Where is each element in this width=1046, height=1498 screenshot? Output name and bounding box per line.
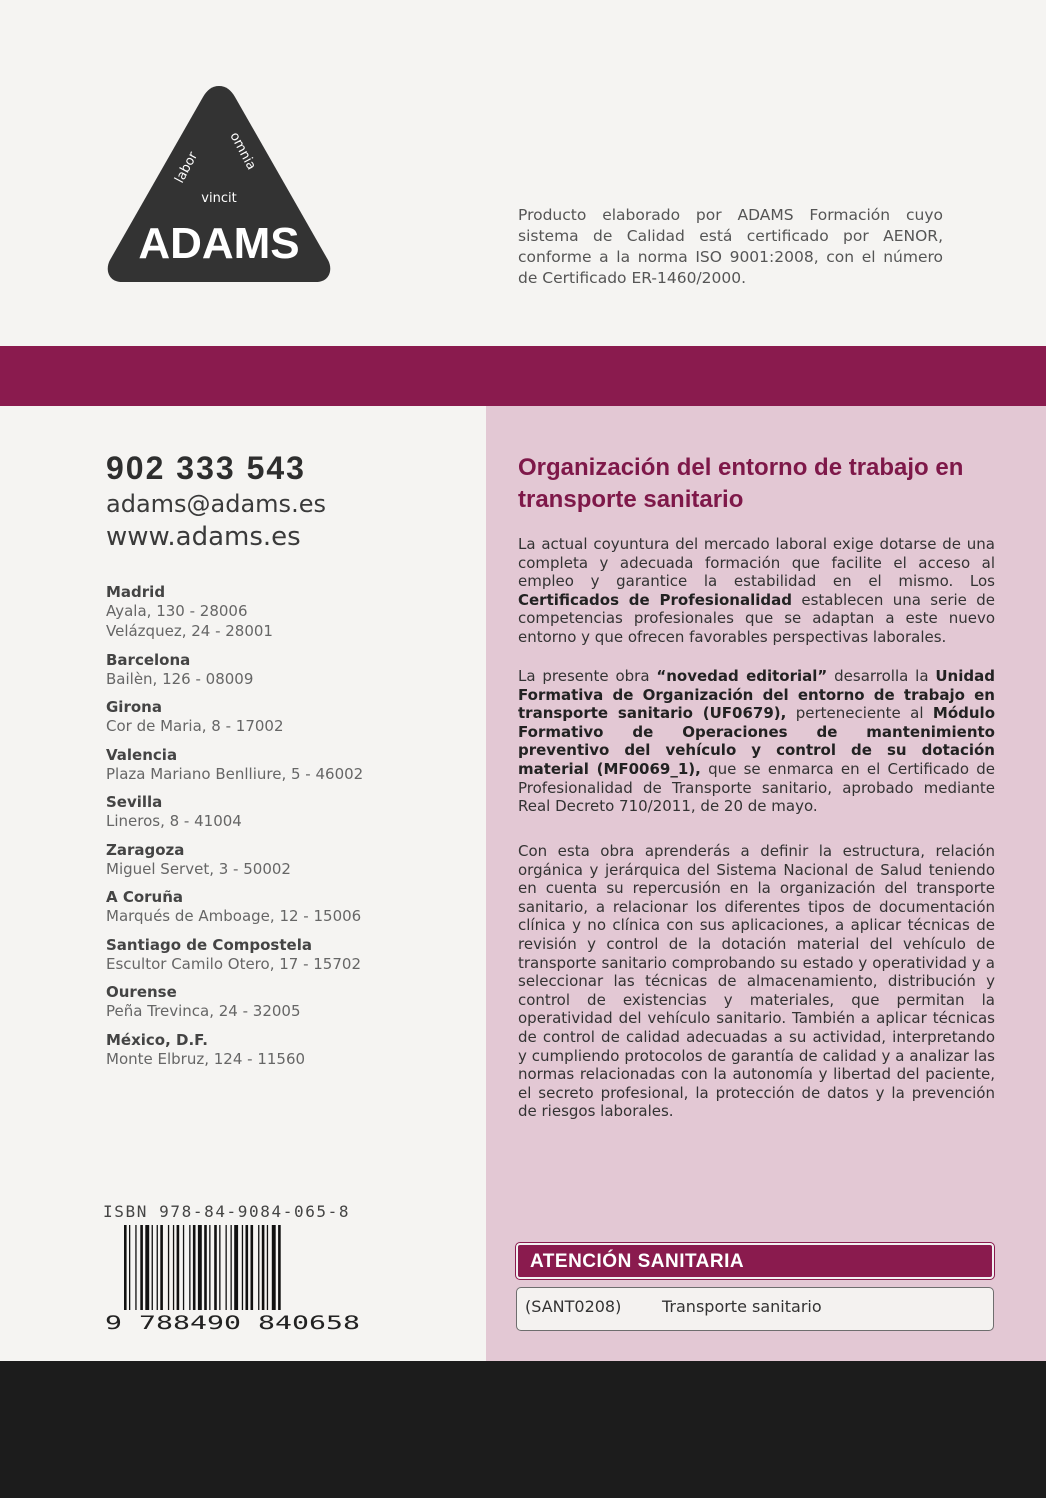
office-city: Zaragoza [106, 840, 185, 859]
p2-bold-b: “novedad editorial” [656, 667, 828, 685]
contact-email: adams@adams.es [106, 490, 326, 518]
barcode-bar [242, 1225, 243, 1317]
barcode-bar [234, 1225, 238, 1317]
p1-text-a: La actual coyuntura del mercado laboral exige dotarse de una completa y adecuada formación que facilite el acceso al empleo y garantice la estabilidad en el mismo. Los [518, 535, 995, 591]
barcode-bar [246, 1225, 249, 1317]
certificate-name: Transporte sanitario [662, 1297, 822, 1316]
office-city: Ourense [106, 983, 177, 1001]
logo-motto-omnia: omnia [226, 129, 259, 173]
isbn-barcode [100, 1225, 370, 1335]
office-valencia [106, 746, 466, 784]
p2-text-a: La presente obra [518, 667, 657, 685]
barcode-bar [135, 1225, 136, 1317]
office-a-coruna [106, 888, 466, 926]
office-city: Valencia [106, 745, 178, 764]
barcode-bar [157, 1225, 158, 1317]
certificate-code: (SANT0208) [525, 1297, 622, 1316]
office-address: Miguel Servet, 3 - 50002 [106, 859, 291, 878]
office-city: Madrid [106, 583, 166, 601]
office-madrid [106, 583, 466, 641]
p2-text-e: perteneciente al [786, 704, 933, 723]
barcode-bar [152, 1225, 153, 1317]
bottom-dark-band [0, 1361, 1046, 1498]
barcode-digits: 9 788490 840658 [105, 1312, 360, 1334]
office-address: Plaza Mariano Benlliure, 5 - 46002 [106, 764, 364, 783]
barcode-bar [198, 1225, 202, 1317]
office-address: Monte Elbruz, 124 - 11560 [106, 1049, 306, 1068]
barcode-bar [209, 1225, 210, 1317]
office-santiago [106, 936, 466, 974]
office-address: Cor de Maria, 8 - 17002 [106, 717, 284, 735]
office-barcelona [106, 651, 466, 689]
office-list [106, 583, 466, 1078]
barcode-bar [272, 1225, 276, 1317]
logo-motto-vincit: vincit [201, 191, 237, 206]
p2-text-g: que se enmarca en el Certificado de Profesionalidad de Transporte sanitario, aprobado mediante Real Decreto 710/2011, de 20 de mayo. [518, 759, 995, 816]
barcode-bar [204, 1225, 207, 1317]
p2-bold-f: Módulo Formativo de Operaciones de mantenimiento preventivo del vehículo y control de su dotación material (MF0069_1), [518, 704, 996, 778]
barcode-bar [183, 1225, 184, 1317]
office-address-2: Velázquez, 24 - 28001 [106, 622, 273, 640]
p1-text-c: establecen una serie de competencias profesionales que se adaptan a este nuevo entorno y que ofrecen favorables perspectivas laborales. [518, 590, 995, 646]
barcode-bar [145, 1225, 149, 1317]
p1-bold-b: Certificados de Profesionalidad [518, 590, 792, 609]
contact-website: www.adams.es [106, 522, 301, 552]
barcode-bar [140, 1225, 143, 1317]
office-city: Santiago de Compostela [106, 935, 312, 954]
barcode-bar [193, 1225, 196, 1317]
description-paragraph-2 [518, 667, 995, 816]
logo-motto-labor: labor [172, 149, 202, 186]
barcode-bar [251, 1225, 254, 1317]
category-box [516, 1243, 994, 1279]
barcode-bar [219, 1225, 220, 1317]
barcode-bar [173, 1225, 174, 1317]
office-address: Lineros, 8 - 41004 [106, 812, 242, 830]
office-city: México, D.F. [106, 1030, 208, 1049]
certificate-box [516, 1287, 994, 1331]
adams-triangle-logo-icon [104, 80, 334, 290]
barcode-bar [231, 1225, 232, 1317]
office-sevilla [106, 793, 466, 831]
office-zaragoza [106, 841, 466, 879]
book-title: Organización del entorno de trabajo en transporte sanitario [518, 454, 964, 513]
description-paragraph-3: Con esta obra aprenderás a definir la estructura, relación orgánica y jerárquica del Sistema Nacional de Salud teniendo en cuenta su repercusión en la organización del transporte sanitario, a relacionar los diferentes tipos de documentación clínica y no clínica con sus aplicaciones, a aplicar técnicas de revisión y control de la dotación material del vehículo de transporte sanitario comprobando su estado y operatividad y a seleccionar las técnicas de almacenamiento, distribución y control de existencias y materiales, que permitan la operatividad del vehículo sanitario. También a aplicar técnicas de control de calidad adecuadas a su actividad, interpretando y cumpliendo protocolos de garantía de calidad y a analizar las normas relacionadas con la autonomía y libertad del paciente, el secreto profesional, la protección de datos y la prevención de riesgos laborales. [518, 842, 995, 1121]
barcode-bar [177, 1225, 180, 1317]
office-mexico [106, 1031, 466, 1069]
office-city: A Coruña [106, 888, 184, 906]
office-girona [106, 698, 466, 736]
barcode-bar [226, 1225, 227, 1317]
quality-statement: Producto elaborado por ADAMS Formación cuyo sistema de Calidad está certificado por AENOR, conforme a la norma ISO 9001:2008, con el número de Certificado ER-1460/2000. [518, 206, 943, 287]
isbn-label: ISBN 978-84-9084-065-8 [103, 1202, 351, 1221]
office-address: Marqués de Amboage, 12 - 15006 [106, 907, 362, 925]
office-address: Bailèn, 126 - 08009 [106, 669, 254, 688]
p2-bold-d: Unidad Formativa de Organización del entorno de trabajo en transporte sanitario (UF0679), [518, 667, 995, 723]
contact-phone: 902 333 543 [106, 450, 306, 486]
barcode-bar [214, 1225, 217, 1317]
barcode-bar [258, 1225, 259, 1317]
description-paragraph-1 [518, 535, 995, 647]
logo-brand: ADAMS [138, 219, 300, 268]
barcode-bar [267, 1225, 268, 1317]
barcode-icon [100, 1225, 370, 1335]
purple-band [0, 346, 1046, 406]
barcode-bar [160, 1225, 163, 1317]
barcode-bar [262, 1225, 265, 1317]
office-address: Escultor Camilo Otero, 17 - 15702 [106, 954, 361, 973]
category-label: ATENCIÓN SANITARIA [530, 1251, 745, 1272]
office-city: Girona [106, 698, 162, 716]
barcode-bar [124, 1225, 127, 1317]
barcode-bar [168, 1225, 169, 1317]
p2-text-c: desarrolla la [827, 667, 936, 685]
office-address: Peña Trevinca, 24 - 32005 [106, 1002, 301, 1020]
barcode-bar [129, 1225, 130, 1317]
adams-logo [104, 80, 334, 290]
office-address: Ayala, 130 - 28006 [106, 602, 248, 620]
barcode-bar [278, 1225, 281, 1317]
office-ourense [106, 983, 466, 1021]
office-city: Sevilla [106, 793, 163, 811]
office-city: Barcelona [106, 650, 191, 669]
barcode-bar [189, 1225, 190, 1317]
